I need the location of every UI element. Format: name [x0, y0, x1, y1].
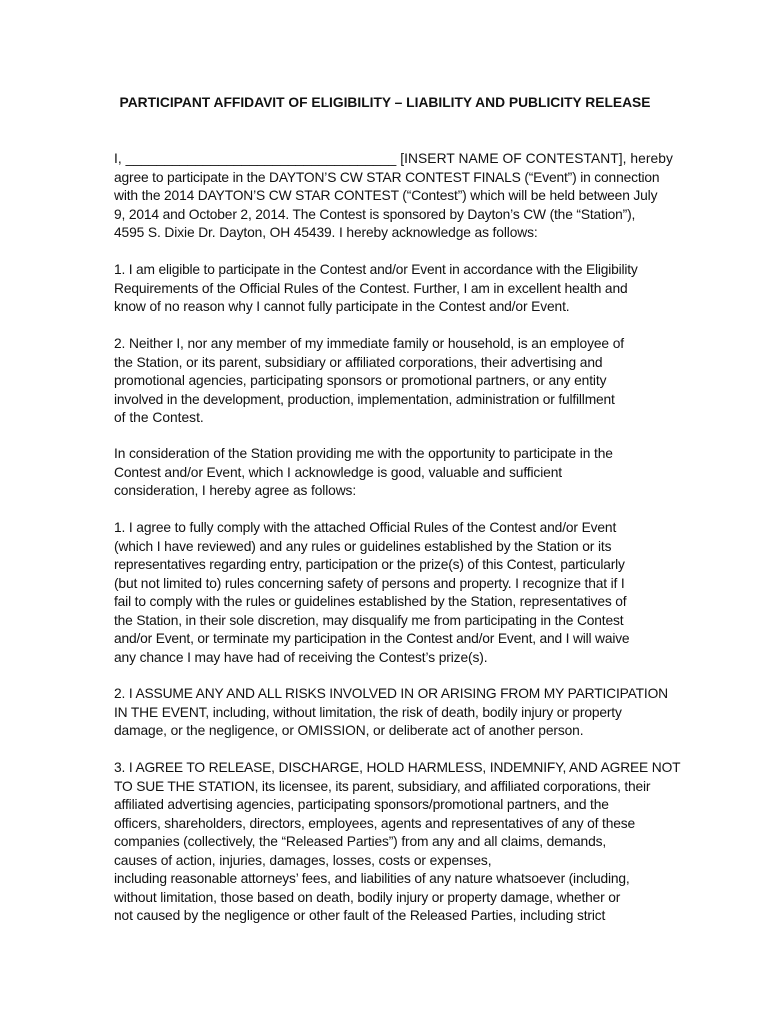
agreement-item-3 — [114, 759, 680, 926]
paragraph-line: representatives regarding entry, participation or the prize(s) of this Contest, particularly — [114, 557, 625, 572]
paragraph-line: Contest and/or Event, which I acknowledge is good, valuable and sufficient — [114, 464, 562, 480]
paragraph-line: agree to participate in the DAYTON’S CW STAR CONTEST FINALS (“Event”) in connection — [114, 169, 660, 185]
intro-paragraph — [114, 150, 673, 243]
paragraph-line: 1. I agree to fully comply with the attached Official Rules of the Contest and/or Event — [114, 520, 617, 535]
paragraph-line: (but not limited to) rules concerning safety of persons and property. I recognize that if I — [114, 575, 625, 591]
paragraph-line: (which I have reviewed) and any rules or guidelines established by the Station or its — [114, 538, 612, 554]
paragraph-line: 3. I AGREE TO RELEASE, DISCHARGE, HOLD HARMLESS, INDEMNIFY, AND AGREE NOT — [114, 760, 681, 775]
paragraph-line: 4595 S. Dixie Dr. Dayton, OH 45439. I hereby acknowledge as follows: — [114, 225, 538, 240]
paragraph-line: any chance I may have had of receiving the Contest’s prize(s). — [114, 649, 488, 665]
agreement-item-1 — [114, 519, 629, 667]
paragraph-line: without limitation, those based on death, bodily injury or property damage, whether or — [114, 889, 621, 905]
paragraph-line: officers, shareholders, directors, employees, agents and representatives of any of these — [114, 815, 635, 831]
paragraph-line: know of no reason why I cannot fully participate in the Contest and/or Event. — [114, 299, 570, 314]
document-title: PARTICIPANT AFFIDAVIT OF ELIGIBILITY – LIABILITY AND PUBLICITY RELEASE — [119, 95, 651, 110]
agreement-item-2 — [114, 685, 668, 741]
paragraph-line: I, ___________________________________ [INSERT NAME OF CONTESTANT], hereby — [114, 151, 673, 166]
paragraph-line: 9, 2014 and October 2, 2014. The Contest is sponsored by Dayton’s CW (the “Station”), — [114, 206, 636, 222]
paragraph-line: not caused by the negligence or other fault of the Released Parties, including strict — [114, 908, 606, 923]
paragraph-line: and/or Event, or terminate my participation in the Contest and/or Event, and I will waive — [114, 631, 630, 646]
eligibility-item-1 — [114, 261, 638, 317]
paragraph-line: 1. I am eligible to participate in the Contest and/or Event in accordance with the Eligibility — [114, 262, 638, 277]
paragraph-line: fail to comply with the rules or guidelines established by the Station, representatives of — [114, 594, 627, 609]
paragraph-line: of the Contest. — [114, 410, 204, 425]
paragraph-line: involved in the development, production, implementation, administration or fulfillment — [114, 391, 615, 407]
paragraph-line: IN THE EVENT, including, without limitation, the risk of death, bodily injury or property — [114, 704, 622, 720]
paragraph-line: TO SUE THE STATION, its licensee, its parent, subsidiary, and affiliated corporations, their — [114, 778, 651, 794]
paragraph-line: including reasonable attorneys’ fees, and liabilities of any nature whatsoever (including, — [114, 871, 630, 886]
paragraph-line: with the 2014 DAYTON’S CW STAR CONTEST (“Contest”) which will be held between July — [114, 188, 658, 203]
paragraph-line: the Station, or its parent, subsidiary or affiliated corporations, their advertising and — [114, 354, 603, 370]
paragraph-line: 2. I ASSUME ANY AND ALL RISKS INVOLVED IN OR ARISING FROM MY PARTICIPATION — [114, 686, 668, 701]
paragraph-line: companies (collectively, the “Released Parties”) from any and all claims, demands, — [114, 834, 607, 849]
paragraph-line: promotional agencies, participating sponsors or promotional partners, or any entity — [114, 373, 607, 388]
paragraph-line: affiliated advertising agencies, participating sponsors/promotional partners, and the — [114, 797, 609, 812]
paragraph-line: causes of action, injuries, damages, losses, costs or expenses, — [114, 852, 492, 868]
paragraph-line: In consideration of the Station providing me with the opportunity to participate in the — [114, 446, 613, 461]
paragraph-line: the Station, in their sole discretion, may disqualify me from participating in the Contest — [114, 612, 624, 628]
eligibility-item-2 — [114, 335, 624, 428]
paragraph-line: damage, or the negligence, or OMISSION, or deliberate act of another person. — [114, 723, 584, 738]
consideration-paragraph — [114, 445, 613, 501]
paragraph-line: 2. Neither I, nor any member of my immediate family or household, is an employee of — [114, 336, 624, 351]
paragraph-line: consideration, I hereby agree as follows: — [114, 483, 357, 498]
paragraph-line: Requirements of the Official Rules of the Contest. Further, I am in excellent health and — [114, 280, 628, 296]
